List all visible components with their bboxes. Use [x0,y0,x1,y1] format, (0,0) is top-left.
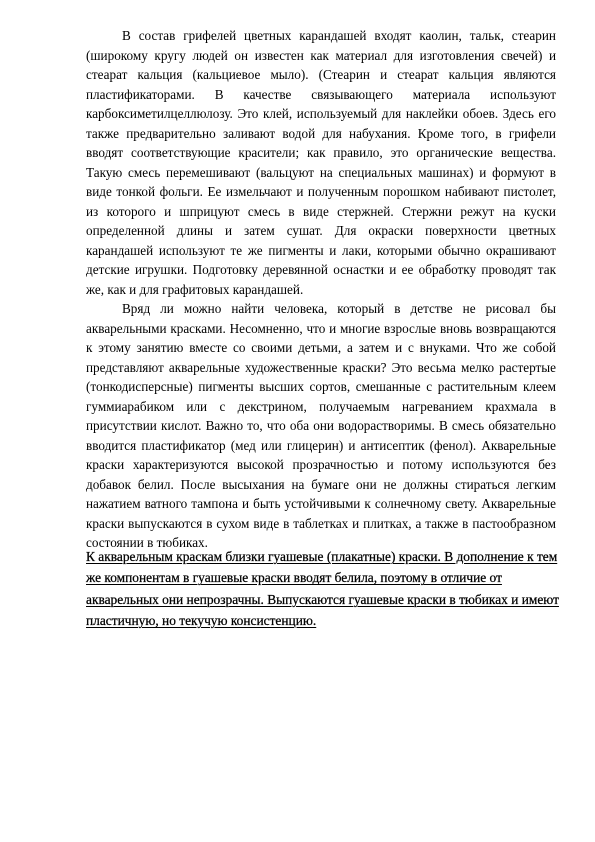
body-text [86,26,556,553]
paragraph-gouache: К акварельным краскам близки гуашевые (плакатные) краски. В дополнение к тем же компонентам в гуашевые краски вводят белила, поэтому в отличие от акварельных они непрозрачны. Выпускаются гуашевые краски в тюбиках и имеют пластичную, но текучую консистенцию. [86,549,559,628]
paragraph-pencils: В состав грифелей цветных карандашей входят каолин, тальк, стеарин (широкому кругу людей он известен как материал для изготовления свечей) и стеарат кальция (кальциевое мыло). (Стеарин и стеарат кальция являются пластификаторами. В качестве связывающего материала используют карбоксиметилцеллюлозу. Это клей, используемый для наклейки обоев. Здесь его также предварительно заливают водой для набухания. Кроме того, в грифели вводят соответствующие красители; как правило, это органические вещества. Такую смесь перемешивают (вальцуют на специальных машинах) и формуют в виде тонкой фольги. Ее измельчают и полученным порошком набивают пистолет, из которого и шприцуют смесь в виде стержней. Стержни режут на куски определенной длины и затем сушат. Для окраски поверхности цветных карандашей используют те же пигменты и лаки, которыми обычно окрашивают детские игрушки. Подготовку деревянной оснастки и ее обработку проводят так же, как и для графитовых карандашей. [86,28,556,297]
paragraph-watercolor: Вряд ли можно найти человека, который в детстве не рисовал бы акварельными красками. Несомненно, что и многие взрослые вновь возвращаются к этому занятию вместе со своими детьми, а затем и с внуками. Что же собой представляют акварельные художественные краски? Это весьма мелко растертые (тонкодисперсные) пигменты высших сортов, смешанные с растительным клеем гуммиарабиком или с декстрином, получаемым нагреванием крахмала в присутствии кислот. Важно то, что оба они водорастворимы. В смесь обязательно вводится пластификатор (мед или глицерин) и антисептик (фенол). Акварельные краски характеризуются высокой прозрачностью и потому используются без добавок белил. После высыхания на бумаге они не должны стираться легким нажатием ватного тампона и быть устойчивыми к солнечному свету. Акварельные краски выпускаются в сухом виде в таблетках и плитках, а также в пастообразном состоянии в тюбиках. [86,301,556,550]
